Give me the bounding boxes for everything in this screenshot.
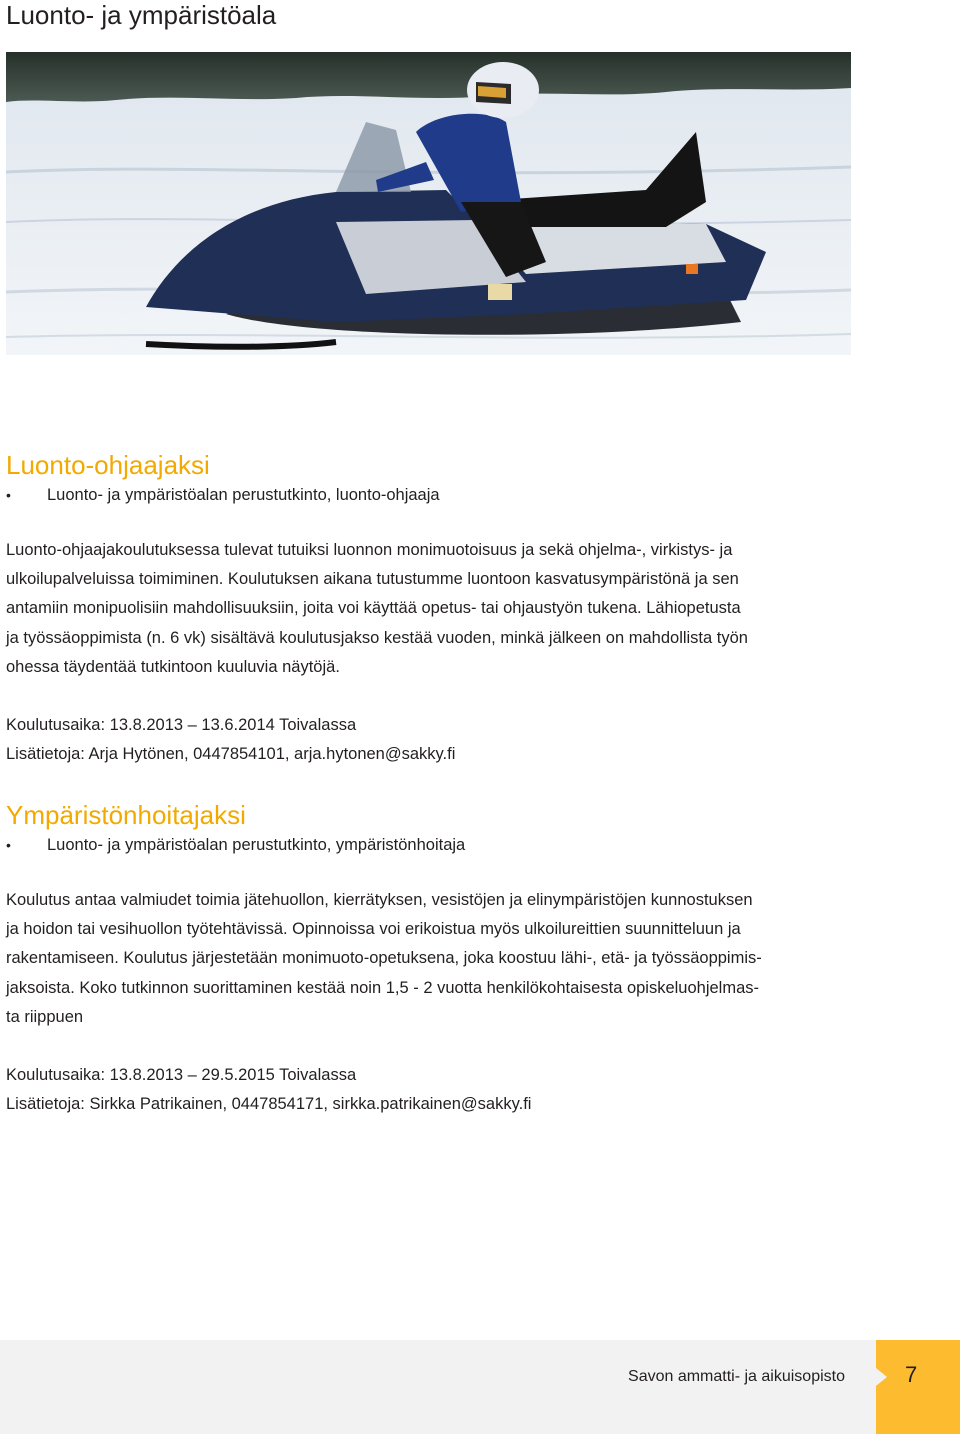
section-ymparistonhoitaja: [6, 800, 856, 1119]
paragraph-line: ta riippuen: [6, 1007, 84, 1026]
training-duration: Koulutusaika: 13.8.2013 – 13.6.2014 Toivalassa: [6, 716, 357, 735]
description-paragraph: [6, 536, 856, 682]
bullet-icon: •: [6, 837, 11, 853]
paragraph-line: ulkoilupalveluissa toimiminen. Koulutuksen aikana tutustumme luontoon kasvatusympäristönä ja sen: [6, 570, 739, 589]
degree-bullet: [6, 834, 856, 856]
bullet-icon: •: [6, 487, 11, 503]
footer-publisher: Savon ammatti- ja aikuisopisto: [628, 1368, 845, 1385]
paragraph-line: jaksoista. Koko tutkinnon suorittaminen kestää noin 1,5 - 2 vuotta henkilökohtaisesta opiskeluohjelmas-: [6, 978, 760, 997]
description-paragraph: [6, 886, 856, 1032]
training-duration: Koulutusaika: 13.8.2013 – 29.5.2015 Toivalassa: [6, 1066, 357, 1085]
snowmobile-photo: [6, 52, 851, 355]
degree-name: Luonto- ja ympäristöalan perustutkinto, ympäristönhoitaja: [47, 836, 466, 854]
page-number: 7: [905, 1362, 918, 1387]
paragraph-line: ja hoidon tai vesihuollon työtehtävissä. Opinnoissa voi erikoistua myös ulkoilureittien suunnitteluun ja: [6, 920, 741, 939]
paragraph-line: Koulutus antaa valmiudet toimia jätehuollon, kierrätyksen, vesistöjen ja elinympäristöjen kunnostuksen: [6, 891, 753, 909]
section-heading: Ympäristönhoitajaksi: [6, 800, 246, 830]
paragraph-line: antamiin monipuolisiin mahdollisuuksiin, joita voi käyttää opetus- tai ohjaustyön tukena. Lähiopetusta: [6, 599, 741, 618]
page-title: Luonto- ja ympäristöala: [6, 0, 277, 30]
paragraph-line: ohessa täydentää tutkintoon kuuluvia näytöjä.: [6, 657, 340, 676]
page-number-notch: [876, 1368, 887, 1386]
section-heading: Luonto-ohjaajaksi: [6, 450, 210, 480]
degree-bullet: [6, 484, 856, 506]
page-number-box: [876, 1340, 960, 1434]
paragraph-line: Luonto-ohjaajakoulutuksessa tulevat tutuiksi luonnon monimuotoisuus ja sekä ohjelma-, virkistys- ja: [6, 541, 733, 559]
section-luonto-ohjaaja: [6, 450, 856, 769]
paragraph-line: rakentamiseen. Koulutus järjestetään monimuoto-opetuksena, joka koostuu lähi-, etä- ja työssäoppimis-: [6, 949, 762, 968]
contact-info[interactable]: Lisätietoja: Sirkka Patrikainen, 0447854171, sirkka.patrikainen@sakky.fi: [6, 1095, 532, 1114]
contact-info[interactable]: Lisätietoja: Arja Hytönen, 0447854101, arja.hytonen@sakky.fi: [6, 745, 456, 764]
degree-name: Luonto- ja ympäristöalan perustutkinto, luonto-ohjaaja: [47, 486, 440, 504]
paragraph-line: ja työssäoppimista (n. 6 vk) sisältävä koulutusjakso kestää vuoden, minkä jälkeen on mahdollista työn: [6, 628, 748, 647]
